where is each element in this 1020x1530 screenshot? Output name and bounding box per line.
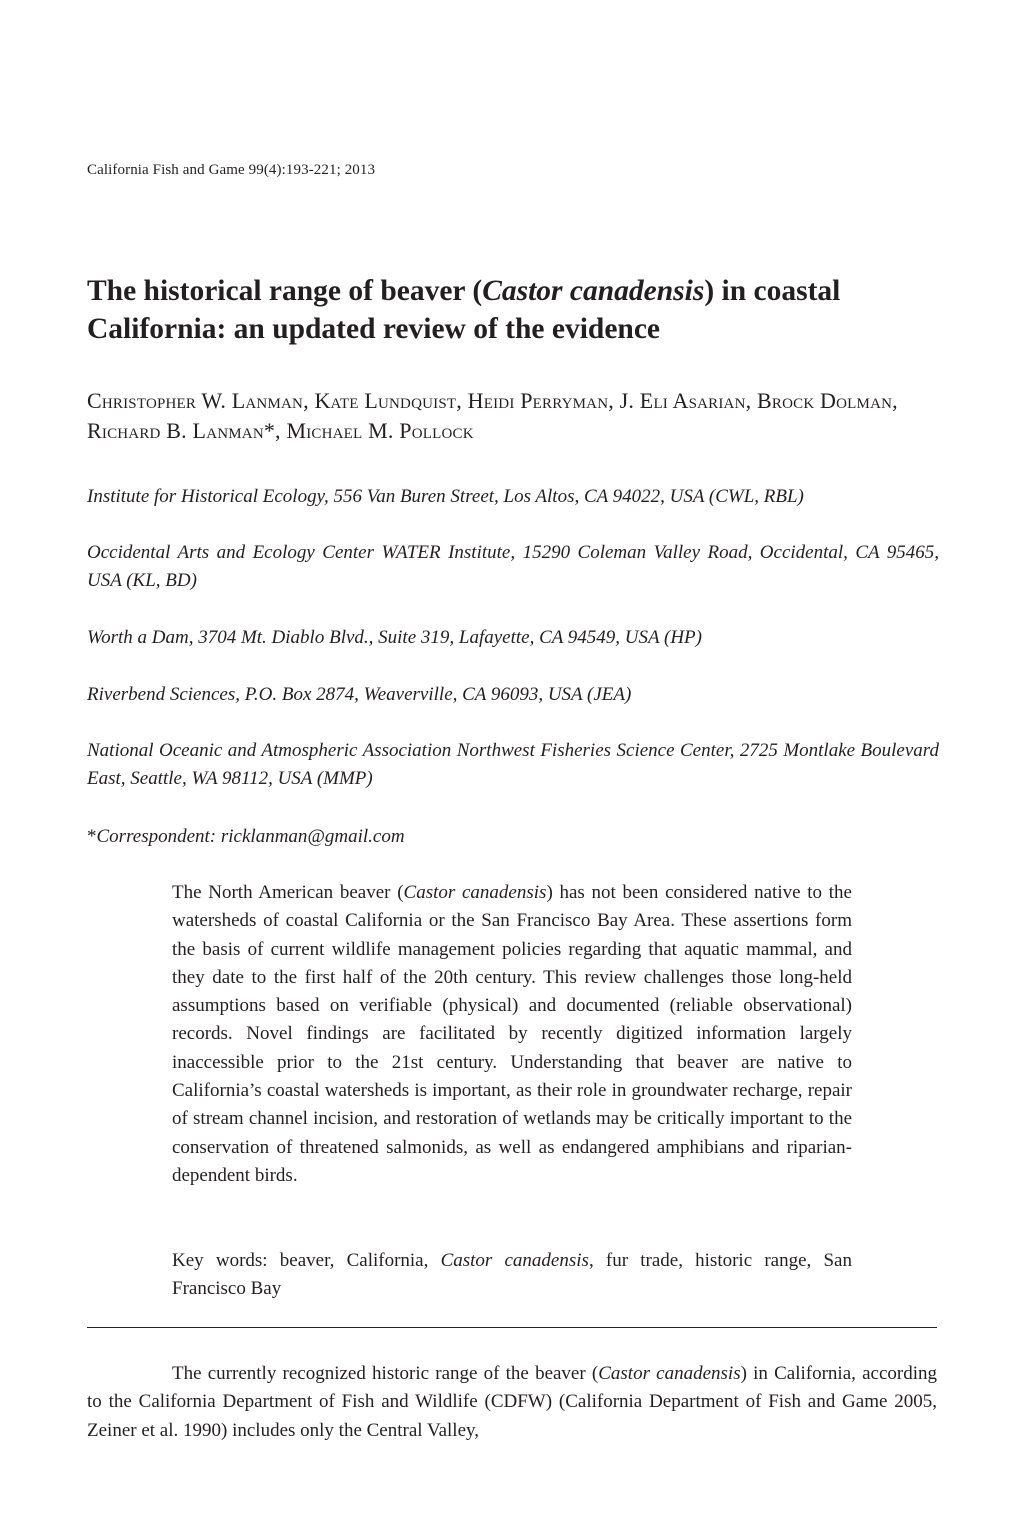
affiliation-4: Riverbend Sciences, P.O. Box 2874, Weaverville, CA 96093, USA (JEA): [87, 684, 632, 705]
affiliation-2: Occidental Arts and Ecology Center WATER Institute, 15290 Coleman Valley Road, Occidental, CA 95465, USA (KL, BD): [87, 542, 939, 591]
abstract: [172, 879, 852, 1190]
keywords-text-rest: , fur trade, historic range, San Francisco Bay: [172, 1250, 852, 1300]
body-paragraph: [87, 1360, 937, 1445]
title-text-rest: ) in coastal California: an updated review of the evidence: [87, 275, 841, 345]
title-species: Castor canadensis: [482, 275, 705, 307]
affiliation-5: National Oceanic and Atmospheric Association Northwest Fisheries Science Center, 2725 Montlake Boulevard East, Seattle, WA 98112, USA (MMP): [87, 740, 939, 789]
body-text: The currently recognized historic range of the beaver (: [172, 1363, 599, 1384]
keywords-species: Castor canadensis: [440, 1250, 589, 1271]
section-divider: [87, 1327, 937, 1328]
abstract-species: Castor canadensis: [403, 882, 547, 903]
keywords: [172, 1247, 852, 1304]
body-text-rest: ) in California, according to the California Department of Fish and Wildlife (CDFW) (California Department of Fish and Game 2005, Zeiner et al. 1990) includes only the Central Valley,: [87, 1363, 937, 1441]
abstract-text-rest: ) has not been considered native to the watersheds of coastal California or the San Francisco Bay Area. These assertions form the basis of current wildlife management policies regarding that aquatic mammal, and they date to the first half of the 20th century. This review challenges those long-held assumptions based on verifiable (physical) and documented (reliable observational) records. Novel findings are facilitated by recently digitized information largely inaccessible prior to the 21st century. Understanding that beaver are native to California’s coastal watersheds is important, as their role in groundwater recharge, repair of stream channel incision, and restoration of wetlands may be critically important to the conservation of threatened salmonids, as well as endangered amphibians and riparian-dependent birds.: [172, 882, 852, 1186]
correspondent-line: [87, 823, 405, 851]
affiliation-3: Worth a Dam, 3704 Mt. Diablo Blvd., Suite 319, Lafayette, CA 94549, USA (HP): [87, 627, 702, 648]
author-list: Christopher W. Lanman, Kate Lundquist, Heidi Perryman, J. Eli Asarian, Brock Dolman, Richard B. Lanman*, Michael M. Pollock: [87, 388, 898, 443]
abstract-text: The North American beaver (: [172, 882, 404, 903]
affiliation-1: Institute for Historical Ecology, 556 Van Buren Street, Los Altos, CA 94022, USA (CWL, RBL): [87, 486, 804, 507]
correspondent-star: *: [87, 826, 97, 847]
keywords-text: Key words: beaver, California,: [172, 1250, 441, 1271]
title-text: The historical range of beaver (: [87, 275, 483, 307]
correspondent-email: Correspondent: ricklanman@gmail.com: [96, 826, 405, 847]
article-title: [87, 272, 947, 348]
running-head: California Fish and Game 99(4):193-221; 2013: [87, 162, 376, 178]
body-species: Castor canadensis: [598, 1363, 741, 1384]
